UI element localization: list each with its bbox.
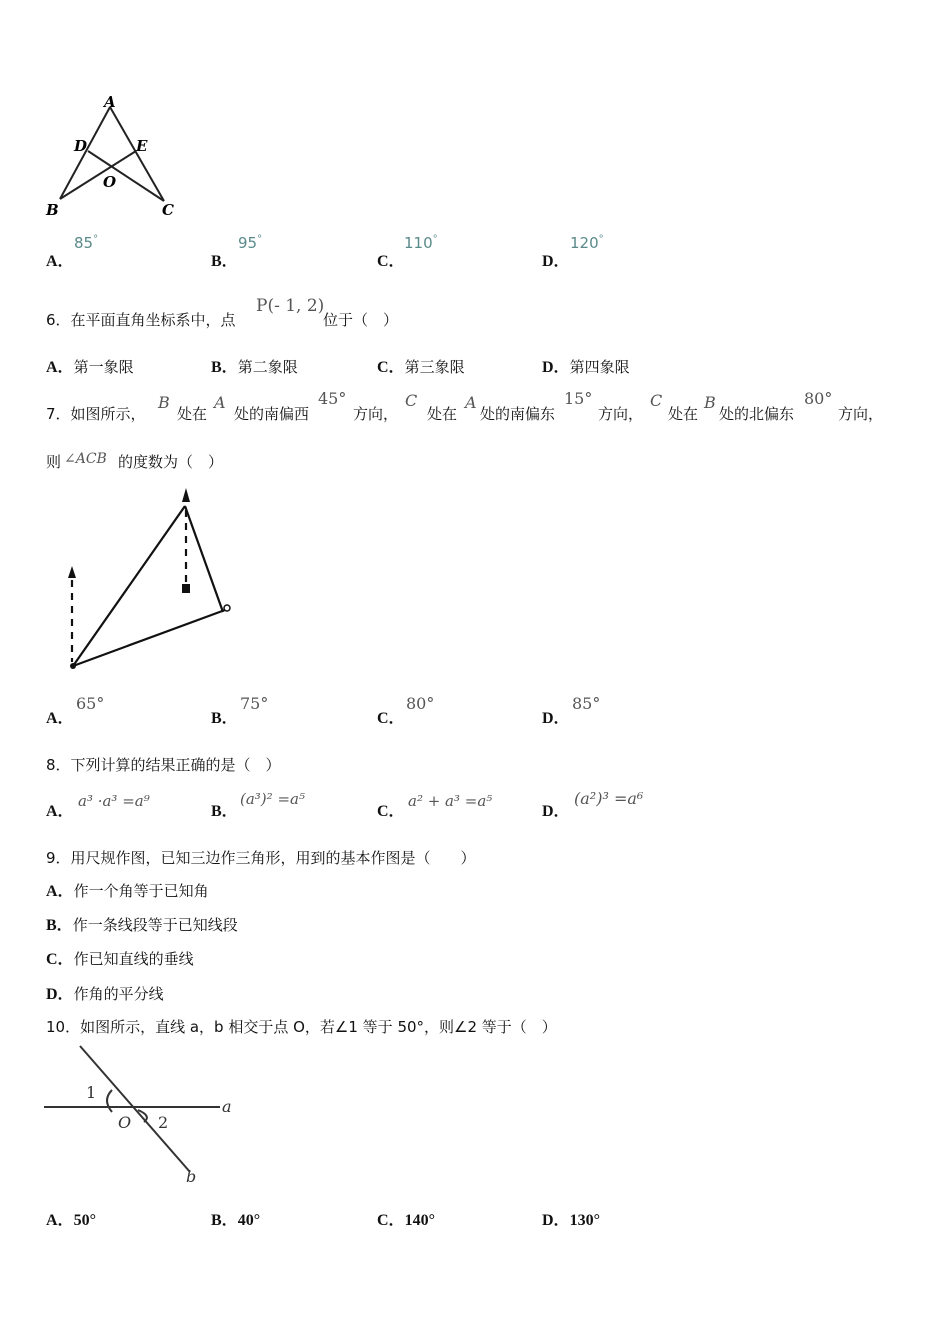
q5-label-e: E [136,137,148,155]
q5-label-d: D [74,137,88,155]
q7-ang1: 45° [318,389,347,408]
q10-label-o: O [118,1113,132,1132]
q6-stem-end: 位于（ ） [323,311,399,329]
q8-option-d[interactable]: D． [542,803,570,820]
q8-option-c[interactable]: C． [377,803,405,820]
q8-option-a-value: a³ ·a³ =a⁹ [78,792,150,810]
q7-t4: 方向， [353,405,399,423]
q5-option-d[interactable]: D． [542,253,570,270]
q9-stem: 9．用尺规作图，已知三边作三角形，用到的基本作图是（ ） [46,849,476,867]
q7-option-c-value: 80° [406,694,435,713]
q9-option-a[interactable]: A．作一个角等于已知角 [46,882,209,900]
q5-option-a[interactable]: A． [46,253,74,270]
q8-option-d-value: (a²)³ =a⁶ [574,789,644,808]
q10-option-c[interactable]: C．140° [377,1212,435,1229]
q6-option-d[interactable]: D．第四象限 [542,358,630,376]
q7-a2: A [465,393,477,412]
q7-c: C [405,391,418,410]
q5-option-a-value: 85° [74,234,99,252]
q9-option-b[interactable]: B．作一条线段等于已知线段 [46,916,238,934]
q6-stem: 6．在平面直角坐标系中，点 [46,311,236,329]
q10-label-a: a [222,1097,232,1116]
q5-triangle-figure [40,95,190,225]
q5-option-b-value: 95° [238,234,263,252]
q7-t8: 处在 [668,405,699,423]
q8-option-b-value: (a³)² =a⁵ [240,790,305,808]
q7-stem-3: 的度数为（ ） [118,453,224,471]
q5-label-c: C [162,201,174,219]
q7-option-b[interactable]: B． [211,710,238,727]
q7-b: B [158,393,170,412]
q5-option-c-value: 110° [404,234,438,252]
q7-t2: 处在 [177,405,208,423]
q7-option-b-value: 75° [240,694,269,713]
q6-point: P(- 1, 2) [256,296,325,316]
q8-option-b[interactable]: B． [211,803,238,820]
q7-b2: B [704,393,716,412]
q5-option-c[interactable]: C． [377,253,405,270]
q9-option-d[interactable]: D．作角的平分线 [46,985,164,1003]
q7-option-a[interactable]: A． [46,710,74,727]
q5-option-d-value: 120° [570,234,604,252]
q7-t6: 处的南偏东 [480,405,556,423]
q8-option-c-value: a² + a³ =a⁵ [408,792,493,810]
q10-label-2: 2 [158,1113,169,1132]
q5-label-a: A [104,95,116,111]
q10-label-b: b [186,1167,197,1186]
q7-c2: C [650,391,663,410]
q7-stem-2: 则 [46,453,62,471]
q10-label-1: 1 [86,1083,97,1102]
q7-t7: 方向， [598,405,644,423]
q7-t10: 方向， [838,405,884,423]
q7-option-c[interactable]: C． [377,710,405,727]
q7-option-a-value: 65° [76,694,105,713]
q9-option-c[interactable]: C．作已知直线的垂线 [46,950,194,968]
q10-option-a[interactable]: A．50° [46,1212,96,1229]
q6-option-b[interactable]: B．第二象限 [211,358,298,376]
q8-stem: 8．下列计算的结果正确的是（ ） [46,756,281,774]
q7-option-d-value: 85° [572,694,601,713]
q7-ang2: 15° [564,389,593,408]
q10-stem: 10．如图所示，直线 a，b 相交于点 O，若∠1 等于 50°，则∠2 等于（ ） [46,1018,557,1036]
q7-a: A [214,393,226,412]
q7-t9: 处的北偏东 [719,405,795,423]
q7-stem-1: 7．如图所示， [46,405,146,423]
q7-t3: 处的南偏西 [234,405,310,423]
q7-ang3: 80° [804,389,833,408]
q8-option-a[interactable]: A． [46,803,74,820]
q6-option-a[interactable]: A．第一象限 [46,358,134,376]
q7-option-d[interactable]: D． [542,710,570,727]
q10-lines-figure [40,1040,250,1190]
q5-option-b[interactable]: B． [211,253,238,270]
q7-triangle-figure [55,480,255,680]
q6-option-c[interactable]: C．第三象限 [377,358,465,376]
q10-option-b[interactable]: B．40° [211,1212,261,1229]
q7-t5: 处在 [427,405,458,423]
q5-label-b: B [46,201,59,219]
q5-label-o: O [103,173,117,191]
q7-angle: ∠ACB [64,451,107,467]
q10-option-d[interactable]: D．130° [542,1212,600,1229]
